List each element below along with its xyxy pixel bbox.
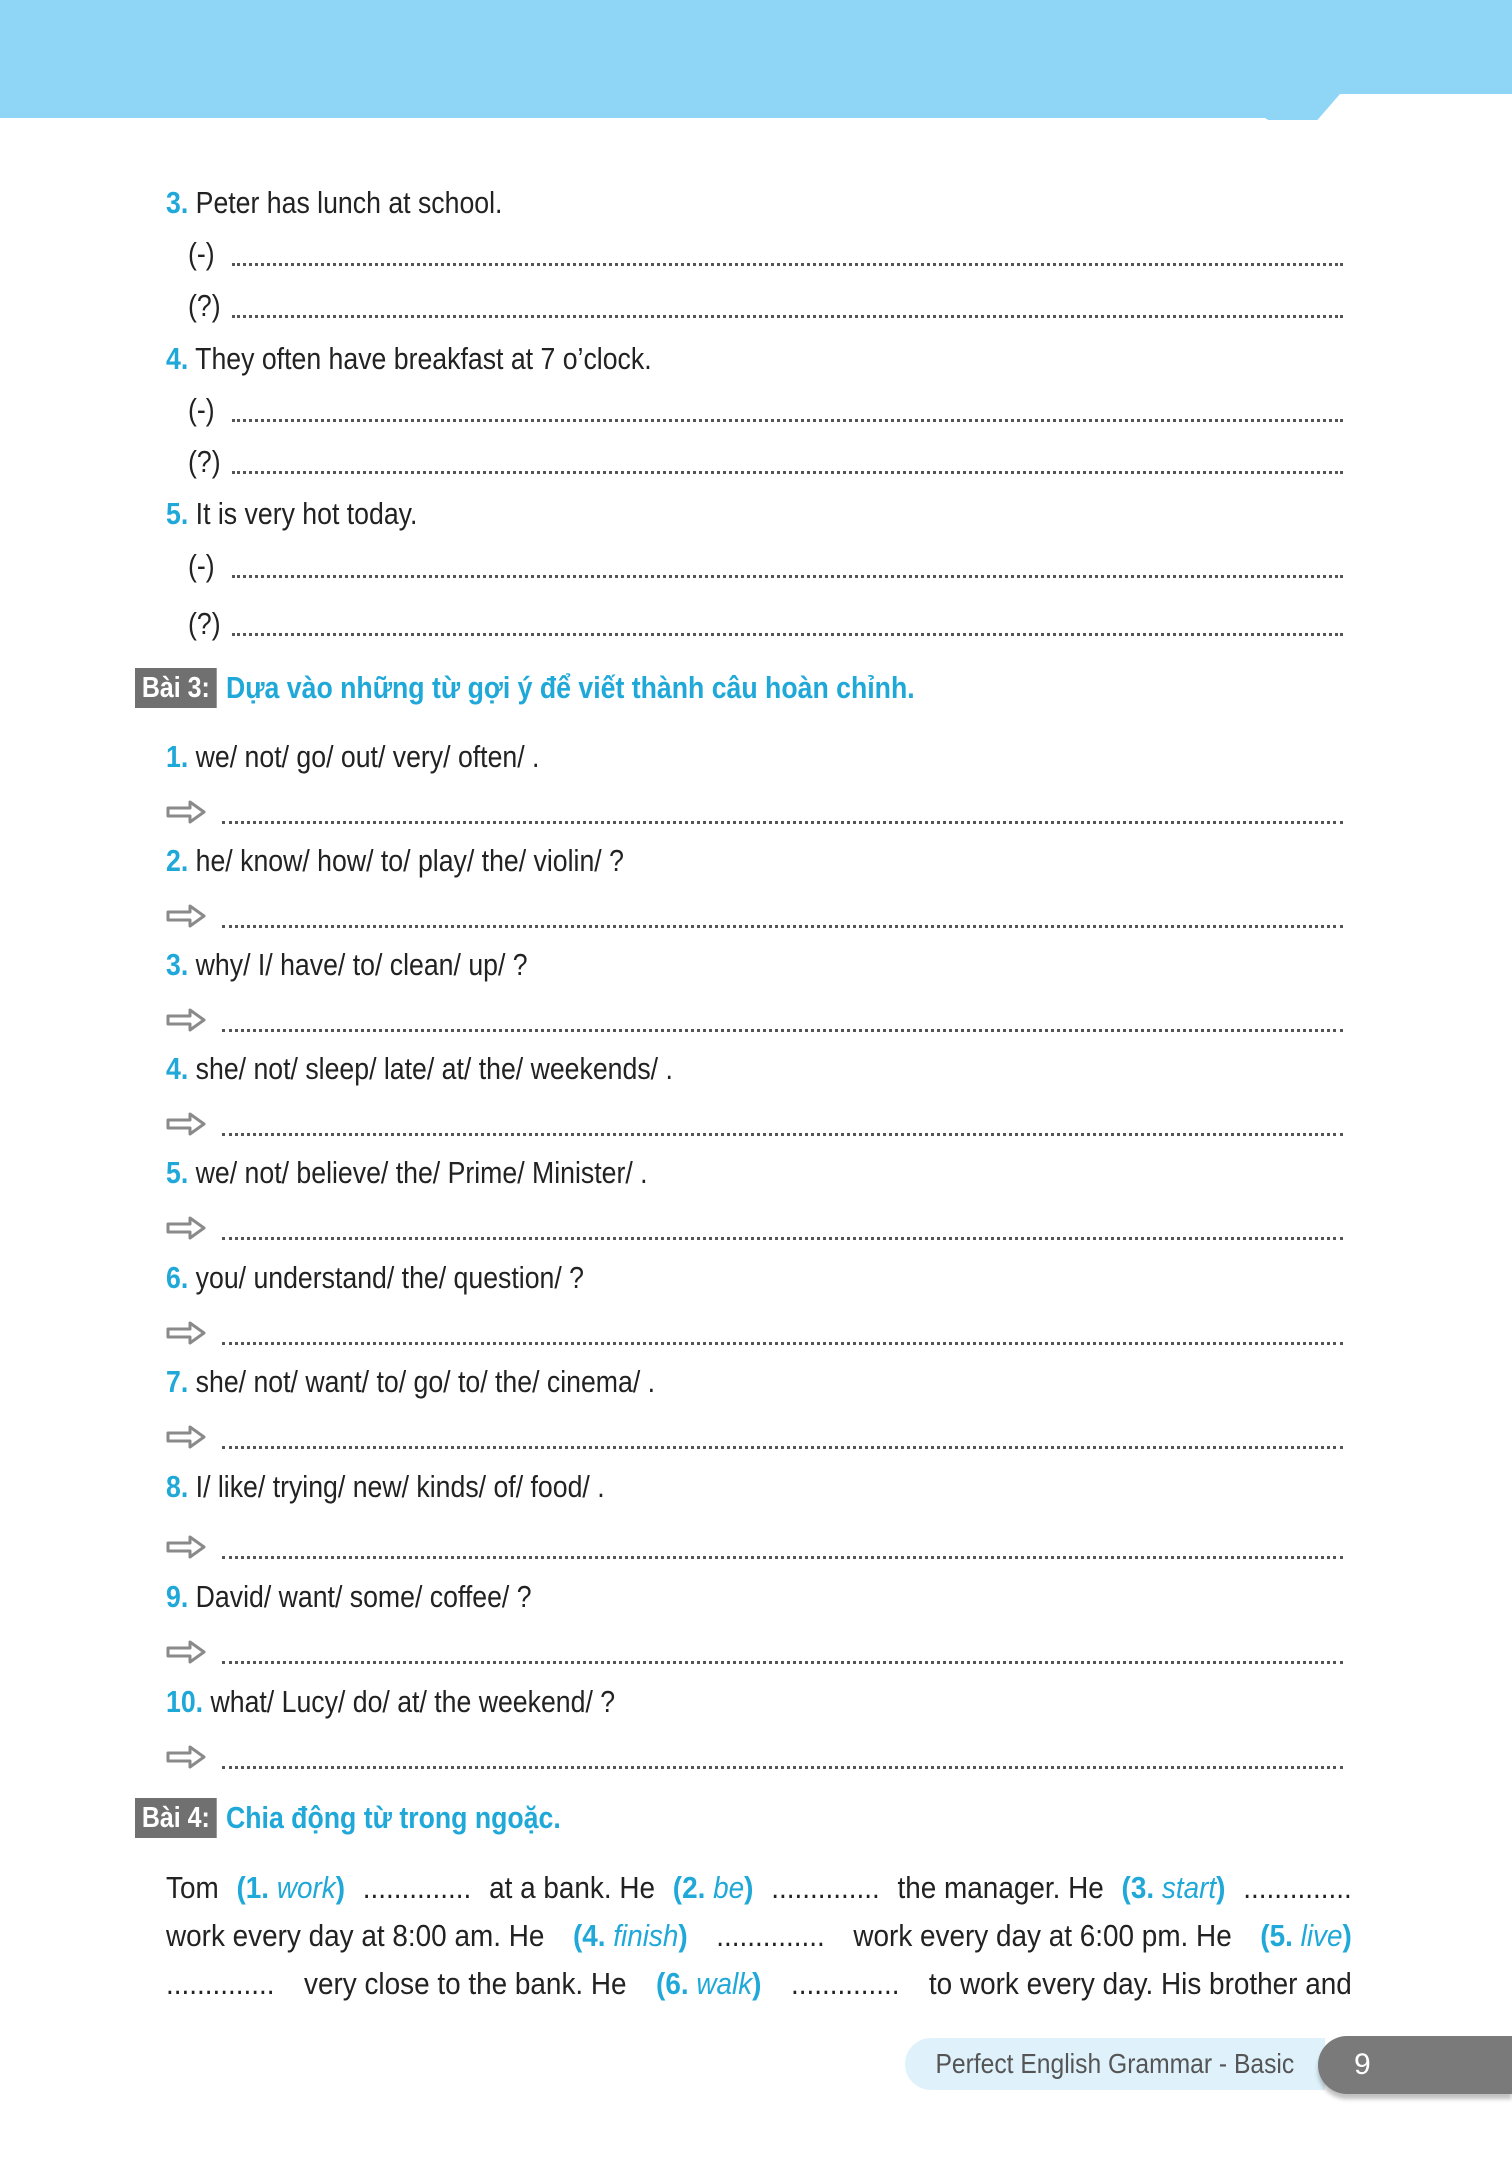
paragraph-line-3: .............. very close to the bank. He (6. walk) .............. to work every day. His brother and: [166, 1960, 1352, 2008]
section-title: Dựa vào những từ gợi ý để viết thành câu hoàn chỉnh.: [225, 670, 915, 705]
answer-line-question-5[interactable]: (?): [188, 604, 1343, 644]
verb-blank-5[interactable]: ..............: [166, 1966, 275, 2001]
verb-blank-1[interactable]: ..............: [362, 1870, 472, 1905]
exercise2-item-3: 3. Peter has lunch at school.: [166, 185, 503, 220]
exercise3-item-2: 2. he/ know/ how/ to/ play/ the/ violin/ ?: [166, 843, 624, 878]
exercise3-item-1: 1. we/ not/ go/ out/ very/ often/ .: [166, 739, 540, 774]
exercise3-item-10: 10. what/ Lucy/ do/ at/ the weekend/ ?: [166, 1684, 616, 1719]
exercise3-item-7: 7. she/ not/ want/ to/ go/ to/ the/ cinema/ .: [166, 1364, 656, 1399]
answer-line-4[interactable]: [166, 1104, 1343, 1144]
answer-line-negative-5[interactable]: (-): [188, 546, 1343, 586]
exercise4-paragraph: [166, 1864, 1353, 2008]
answer-line-negative-3[interactable]: (-): [188, 234, 1343, 274]
answer-line-1[interactable]: [166, 792, 1343, 832]
arrow-right-icon: [166, 1008, 206, 1032]
arrow-right-icon: [166, 800, 206, 824]
section-badge: Bài 4:: [135, 1798, 217, 1838]
verb-blank-4[interactable]: ..............: [716, 1918, 825, 1953]
verb-blank-6[interactable]: ..............: [790, 1966, 900, 2001]
exercise3-item-6: 6. you/ understand/ the/ question/ ?: [166, 1260, 584, 1295]
section-badge: Bài 3:: [135, 668, 217, 708]
paragraph-line-2: work every day at 8:00 am. He (4. finish) .............. work every day at 6:00 pm. He (5. live): [166, 1912, 1352, 1960]
arrow-right-icon: [166, 1112, 206, 1136]
exercise3-item-8: 8. I/ like/ trying/ new/ kinds/ of/ food/ .: [166, 1469, 605, 1504]
answer-line-9[interactable]: [166, 1632, 1343, 1672]
answer-line-3[interactable]: [166, 1000, 1343, 1040]
answer-line-6[interactable]: [166, 1313, 1343, 1353]
arrow-right-icon: [166, 1321, 206, 1345]
arrow-right-icon: [166, 1745, 206, 1769]
exercise3-item-4: 4. she/ not/ sleep/ late/ at/ the/ weekends/ .: [166, 1051, 673, 1086]
arrow-right-icon: [166, 1535, 206, 1559]
answer-line-8[interactable]: [166, 1527, 1343, 1567]
exercise2-item-5: 5. It is very hot today.: [166, 496, 418, 531]
page-number: 9: [1318, 2036, 1512, 2094]
arrow-right-icon: [166, 1640, 206, 1664]
exercise3-item-9: 9. David/ want/ some/ coffee/ ?: [166, 1579, 532, 1614]
arrow-right-icon: [166, 1216, 206, 1240]
header-band: [0, 0, 1512, 120]
paragraph-line-1: Tom (1. work) .............. at a bank. He (2. be) .............. the manager. He (3. start) ..............: [166, 1864, 1352, 1912]
section-title: Chia động từ trong ngoặc.: [225, 1800, 561, 1835]
exercise3-item-3: 3. why/ I/ have/ to/ clean/ up/ ?: [166, 947, 528, 982]
exercise3-item-5: 5. we/ not/ believe/ the/ Prime/ Minister/ .: [166, 1155, 648, 1190]
arrow-right-icon: [166, 904, 206, 928]
answer-line-question-3[interactable]: (?): [188, 286, 1343, 326]
answer-line-2[interactable]: [166, 896, 1343, 936]
section-3-header: [135, 666, 1027, 710]
answer-line-10[interactable]: [166, 1737, 1343, 1777]
answer-line-question-4[interactable]: (?): [188, 442, 1343, 482]
arrow-right-icon: [166, 1425, 206, 1449]
book-title-footer: Perfect English Grammar - Basic: [905, 2038, 1325, 2090]
section-4-header: [135, 1796, 615, 1840]
answer-line-7[interactable]: [166, 1417, 1343, 1457]
verb-blank-2[interactable]: ..............: [771, 1870, 880, 1905]
verb-blank-3[interactable]: ..............: [1243, 1870, 1352, 1905]
exercise2-item-4: 4. They often have breakfast at 7 o’clock.: [166, 341, 652, 376]
answer-line-negative-4[interactable]: (-): [188, 390, 1343, 430]
answer-line-5[interactable]: [166, 1208, 1343, 1248]
